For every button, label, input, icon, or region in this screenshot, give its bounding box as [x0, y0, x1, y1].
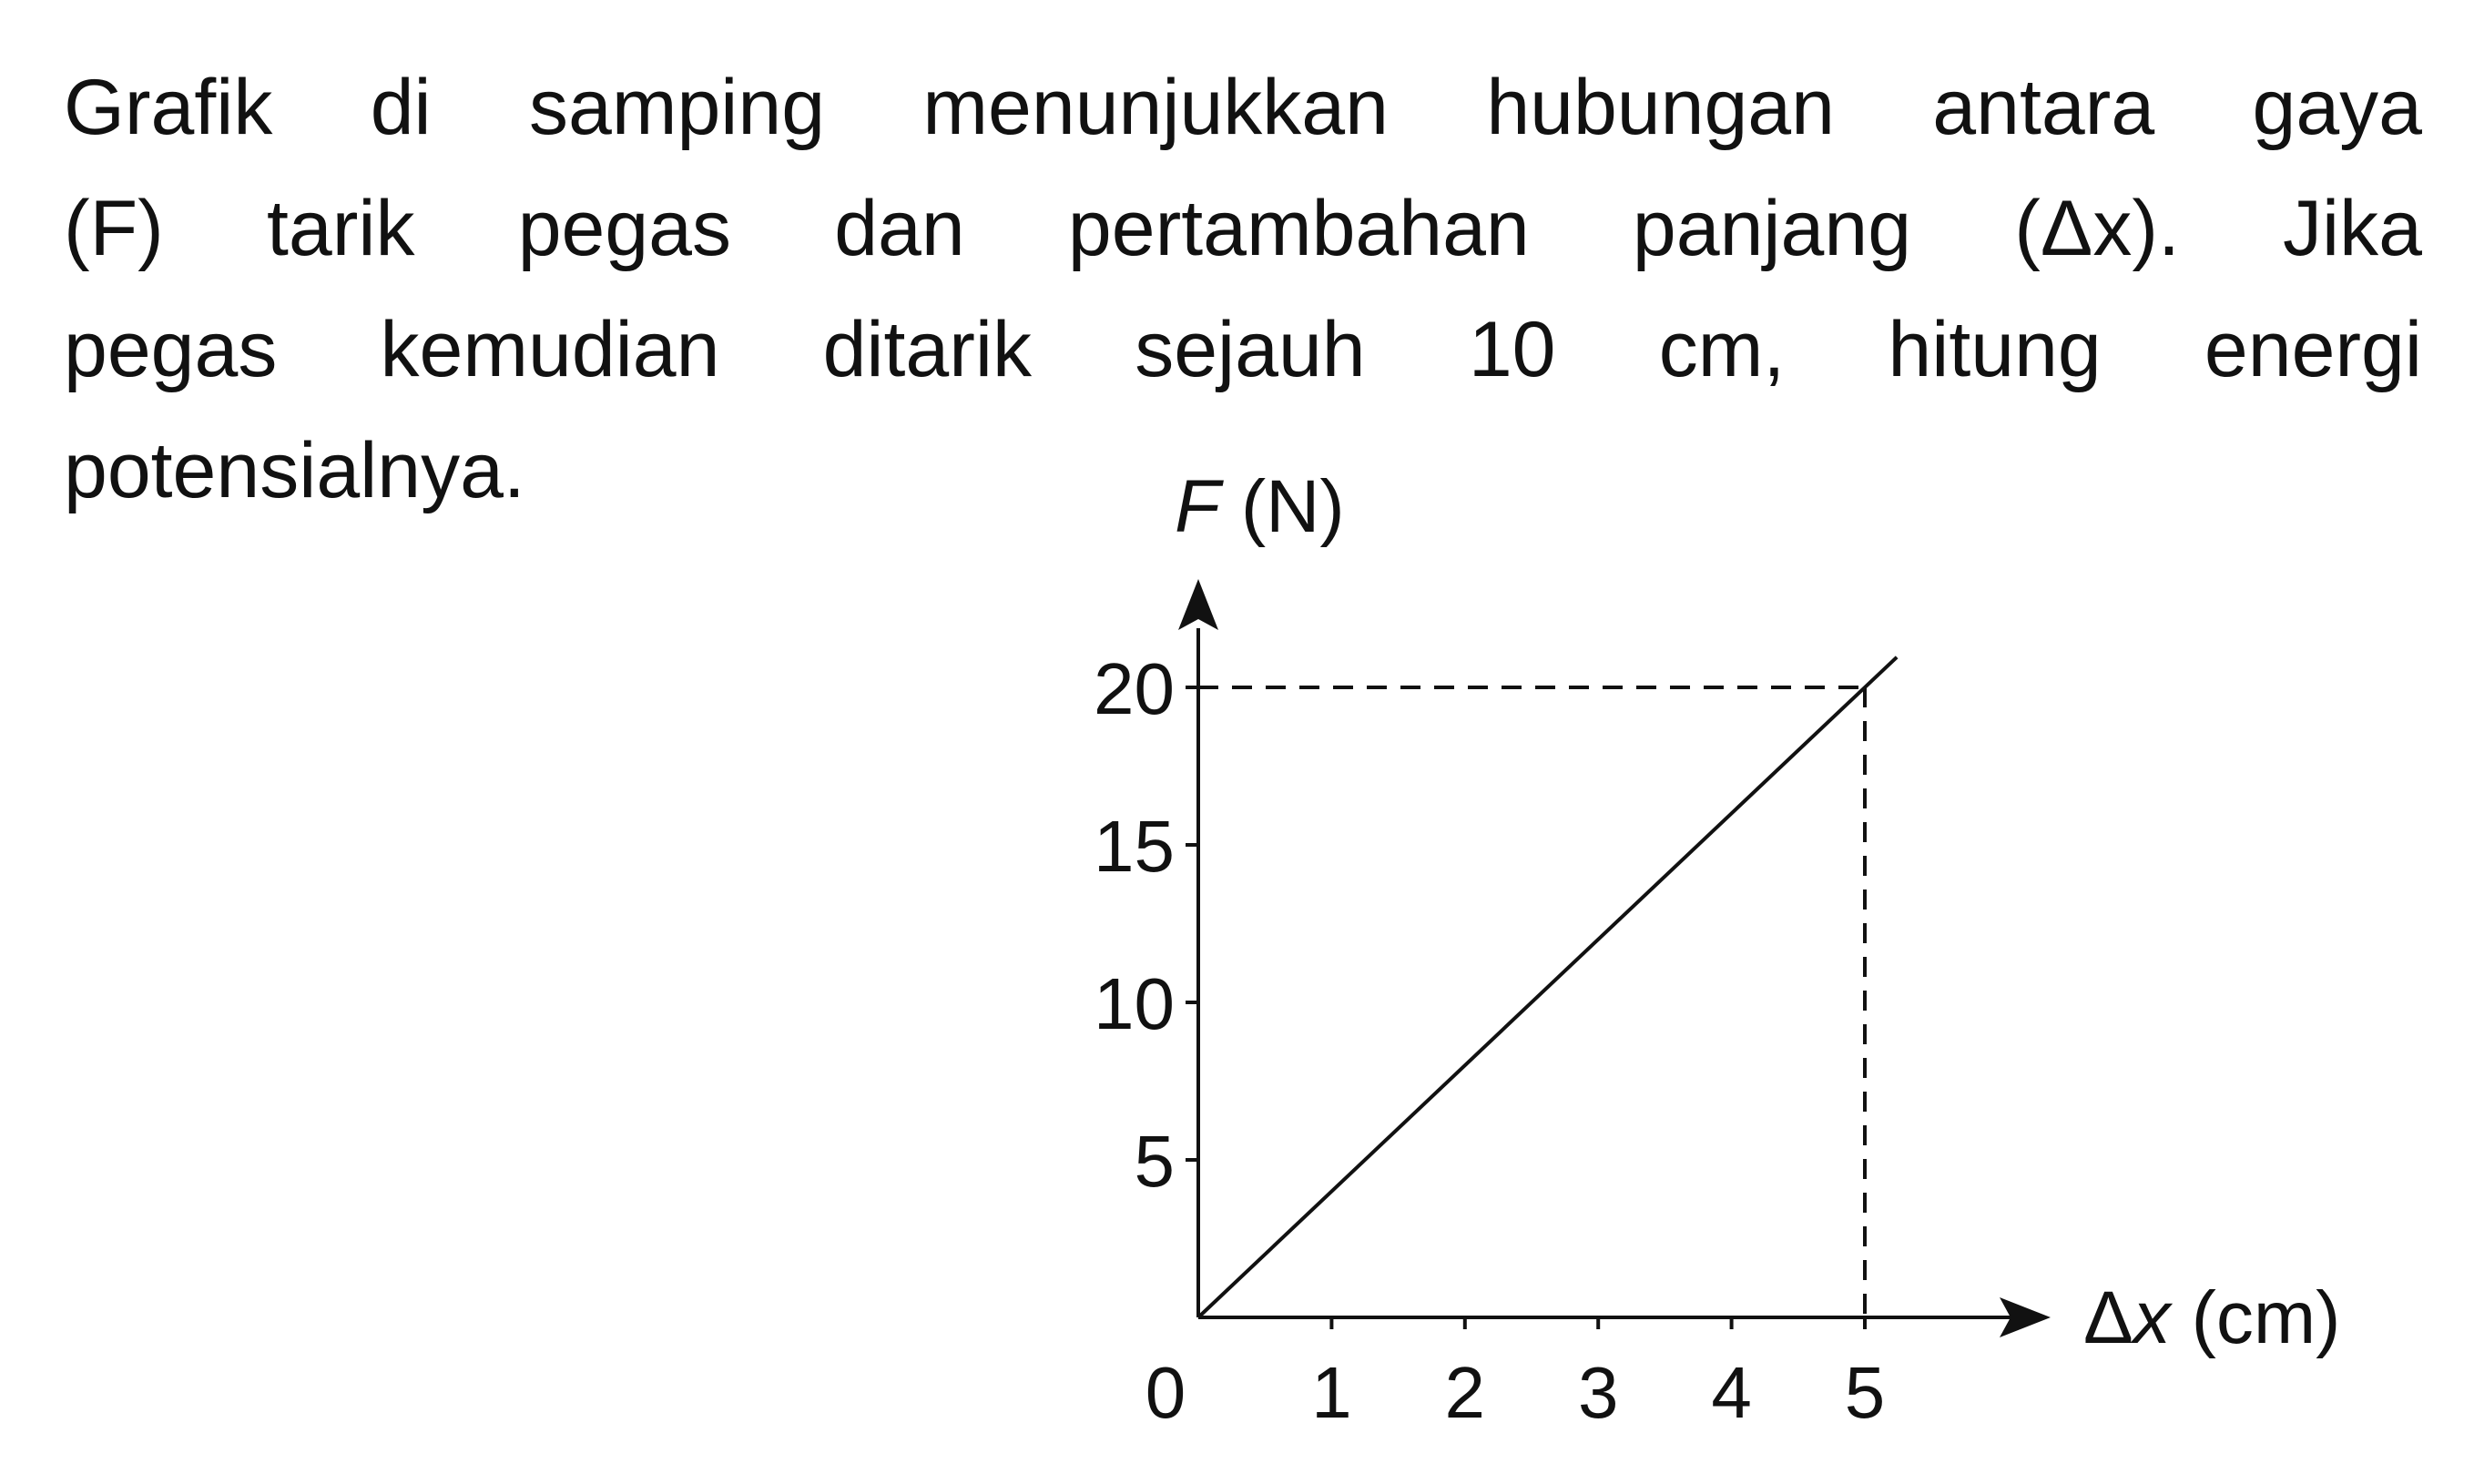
series-line: [1198, 657, 1897, 1317]
question-line-3: pegas kemudian ditarik sejauh 10 cm, hitung energi: [64, 306, 2422, 393]
x-tick-label: 1: [1311, 1352, 1352, 1433]
y-tick-label: 10: [1094, 963, 1175, 1044]
x-axis-label: Δx (cm): [2083, 1276, 2341, 1359]
y-axis-arrow-icon: [1178, 579, 1218, 630]
x-tick-label: 2: [1444, 1352, 1486, 1433]
y-tick-label: 15: [1094, 806, 1175, 887]
question-line-2: (F) tarik pegas dan pertambahan panjang (Δx). Jika: [64, 185, 2422, 272]
x-tick-label: 3: [1577, 1352, 1619, 1433]
question-line-1: Grafik di samping menunjukkan hubungan antara gaya: [64, 64, 2422, 151]
question-line-4: potensialnya.: [64, 427, 525, 514]
chart-root: [1094, 465, 2340, 1433]
y-axis-label: F (N): [1175, 465, 1345, 548]
x-tick-label: 4: [1711, 1352, 1752, 1433]
x-tick-label: 0: [1145, 1352, 1186, 1433]
y-tick-label: 5: [1134, 1121, 1175, 1202]
x-tick-label: 5: [1844, 1352, 1886, 1433]
y-tick-label: 20: [1094, 648, 1175, 729]
